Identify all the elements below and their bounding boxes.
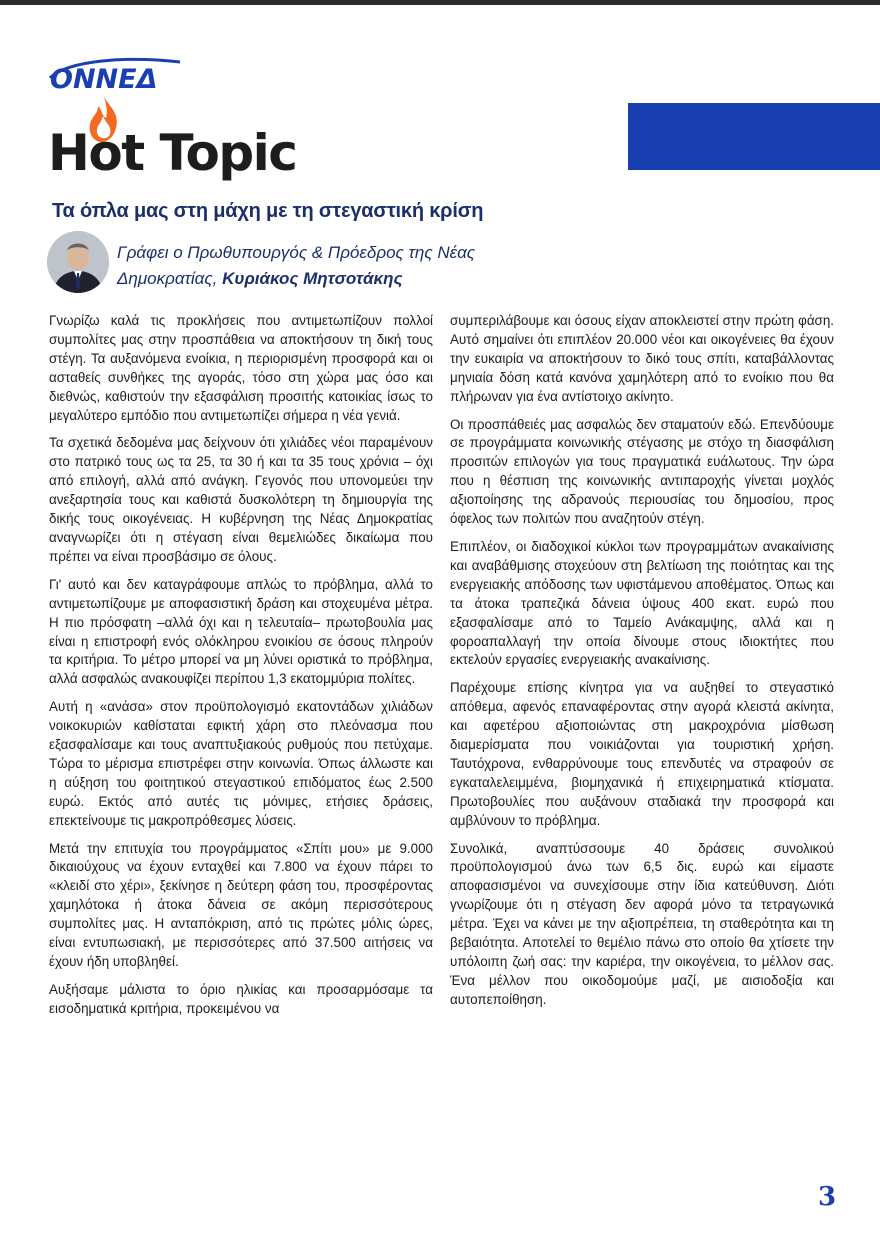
paragraph: Παρέχουμε επίσης κίνητρα για να αυξηθεί το στεγαστικό απόθεμα, αφενός επαναφέροντας στην αγορά κλειστά ακίνητα, και αφετέρου αξιοποιώντας στη μακροχρόνια μίσθωση διαμερίσματα που νοικιάζονται για τουριστική χρήση. Ταυτόχρονα, ενθαρρύνουμε τους επενδυτές να στραφούν σε εγκαταλελειμμένα, βιομηχανικά ή επιχειρηματικά κτίσματα. Πρωτοβουλίες που αυξάνουν σταδιακά την προσφορά και αμβλύνουν το πρόβλημα. xyxy=(450,680,834,828)
top-border xyxy=(0,0,880,5)
paragraph: Συνολικά, αναπτύσσουμε 40 δράσεις συνολικού προϋπολογισμού άνω των 6,5 δις. ευρώ και είμαστε αποφασισμένοι να συνεχίσουμε στην ίδια κατεύθυνση. Διότι γνωρίζουμε ότι η στέγαση δεν αφορά μόνο τα τετραγωνικά μέτρα. Έχει να κάνει με την αξιοπρέπεια, τη σταθερότητα και τη βεβαιότητα. Αποτελεί το θεμέλιο πάνω στο οποίο θα χτίσετε την υπόλοιπη ζωή σας: την καριέρα, την οικογένεια, το μέλλον σας. Ένα μέλλον που οικοδομούμε μαζί, με αισιοδοξία και αυτοπεποίθηση. xyxy=(450,840,834,1007)
paragraph: Τα σχετικά δεδομένα μας δείχνουν ότι χιλιάδες νέοι παραμένουν στο πατρικό τους ως τα 25, τα 30 ή και τα 35 τους χρόνια – όχι από επιλογή, αλλά από ανάγκη. Γεγονός που υπονομεύει την ανεξαρτησία τους και καθιστά δυσκολότερη τη δημιουργία της δικής τους οικογένειας. Η κυβέρνηση της Νέας Δημοκρατίας αναγνωρίζει ότι η στέγαση είναι θεμελιώδες δικαίωμα που πρέπει να είναι προσβάσιμο σε όλους. xyxy=(49,435,433,564)
logo-text: ΟΝΝΕΔ xyxy=(50,64,158,95)
page-number: 3 xyxy=(818,1182,837,1212)
page-title: Hot Topic xyxy=(48,124,297,182)
article-subtitle: Τα όπλα μας στη μάχη με τη στεγαστική κρίση xyxy=(52,200,484,222)
paragraph: Αυξήσαμε μάλιστα το όριο ηλικίας και προσαρμόσαμε τα εισοδηματικά κριτήρια, προκειμένου να xyxy=(49,981,433,1016)
article-column-left xyxy=(49,312,433,1028)
author-byline xyxy=(117,240,557,292)
paragraph: Αυτή η «ανάσα» στον προϋπολογισμό εκατοντάδων χιλιάδων νοικοκυριών καθίσταται εφικτή χάρη στο πλεόνασμα που εξασφαλίσαμε και τους αναπτυξιακούς ρυθμούς που πετύχαμε. Τώρα το μέρισμα επιστρέφει στην κοινωνία. Όπως άλλωστε και η αύξηση του φοιτητικού στεγαστικού επιδόματος έως 2.500 ευρώ. Εκτός από αυτές τις μόνιμες, ετήσιες δράσεις, επεκτείνουμε τις μακροπρόθεσμες λύσεις. xyxy=(49,699,433,828)
author-role: Γράφει ο Πρωθυπουργός & Πρόεδρος της Νέας Δημοκρατίας, xyxy=(117,243,476,288)
paragraph: Γνωρίζω καλά τις προκλήσεις που αντιμετωπίζουν πολλοί συμπολίτες μας στην προσπάθεια να αποκτήσουν τη δική τους στέγη. Τα αυξανόμενα ενοίκια, η περιορισμένη προσφορά και οι ασταθείς συνθήκες της αγοράς, τόσο στη χώρα μας όσο και διεθνώς, καθιστούν την εξασφάλιση προσιτής κατοικίας ίσως το μεγαλύτερο εμπόδιο που αντιμετωπίζει σήμερα η νέα γενιά. xyxy=(49,313,433,423)
paragraph: Επιπλέον, οι διαδοχικοί κύκλοι των προγραμμάτων ανακαίνισης και αναβάθμισης στοχεύουν στη βελτίωση της ποιότητας και της ενεργειακής απόδοσης των υφιστάμενου αποθέματος. Όπως και τα άτοκα τραπεζικά δάνεια ύψους 400 εκατ. ευρώ που εξασφαλίσαμε από το Ταμείο Ανάκαμψης, αλλά και η φοροαπαλλαγή την οποία δίνουμε στους ιδιοκτήτες που εκτελούν εργασίες ενεργειακής ανακαίνισης. xyxy=(450,538,834,668)
article-column-right xyxy=(450,312,834,1019)
decorative-blue-block xyxy=(628,103,880,170)
paragraph: Μετά την επιτυχία του προγράμματος «Σπίτι μου» με 9.000 δικαιούχους να έχουν ενταχθεί και 7.800 να έχουν πάρει το «κλειδί στο χέρι», ξεκίνησε η δεύτερη φάση του, προσφέροντας χαμηλότοκα ή άτοκα δάνεια σε ακόμη περισσότερους συμπολίτες μας. Η ανταπόκριση, από τις πρώτες μόλις ώρες, είναι εντυπωσιακή, με περισσότερες από 37.500 αιτήσεις να έχουν ήδη υποβληθεί. xyxy=(49,840,433,969)
onned-logo xyxy=(48,56,188,96)
paragraph: συμπεριλάβουμε και όσους είχαν αποκλειστεί στην πρώτη φάση. Αυτό σημαίνει ότι επιπλέον 20.000 νέοι και οικογένειες θα έχουν την ευκαιρία να αποκτήσουν το δικό τους σπίτι, καταβάλλοντας μηνιαία δόση κατά κανόνα χαμηλότερη από το ενοίκιο που θα πλήρωναν για ένα αντίστοιχο ακίνητο. xyxy=(450,313,834,404)
author-avatar xyxy=(47,231,109,293)
author-name: Κυριάκος Μητσοτάκης xyxy=(222,269,403,288)
paragraph: Γι' αυτό και δεν καταγράφουμε απλώς το πρόβλημα, αλλά το αντιμετωπίζουμε με αποφασιστική δράση και στοχευμένα μέτρα. Η πιο πρόσφατη –αλλά όχι και η τελευταία– πρωτοβουλία μας είναι η επιστροφή ενός ολόκληρου ενοικίου σε όσους πληρούν τα κριτήρια. Το μέτρο μπορεί να μη λύνει οριστικά το πρόβλημα, αλλά ασφαλώς ανακουφίζει περίπου 1,3 εκατομμύρια πολίτες. xyxy=(49,576,433,687)
paragraph: Οι προσπάθειές μας ασφαλώς δεν σταματούν εδώ. Επενδύουμε σε προγράμματα κοινωνικής στέγασης με στόχο τη διασφάλιση προσιτών επιλογών για τους πραγματικά ευάλωτους. Την ώρα που η θέσπιση της κοινωνικής αντιπαροχής γίνεται μοχλός αξιοποίησης της αδρανούς περιουσίας του δημοσίου, προς όφελος των πολιτών που αναζητούν στέγη. xyxy=(450,416,834,527)
